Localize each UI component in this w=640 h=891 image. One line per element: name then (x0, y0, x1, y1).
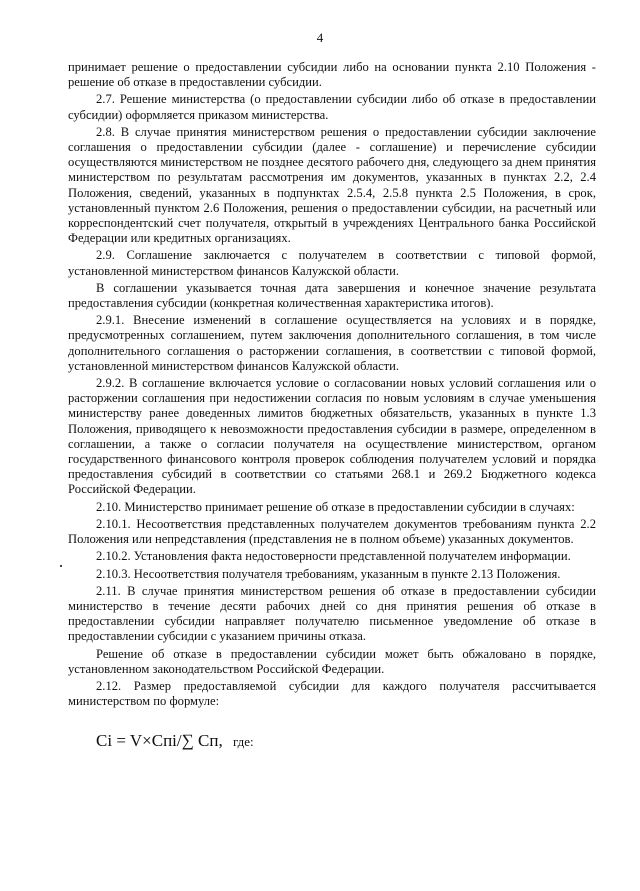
paragraph-2-11-appeal: Решение об отказе в предоставлении субсидии может быть обжаловано в порядке, установленном законодательством Российской Федерации. (68, 646, 596, 676)
paragraph-continuation: принимает решение о предоставлении субсидии либо на основании пункта 2.10 Положения - решение об отказе в предоставлении субсидии. (68, 60, 596, 90)
paragraph-2-10-2: 2.10.2. Установления факта недостоверности представленной получателем информации. (96, 549, 571, 564)
page-number: 4 (316, 30, 324, 45)
formula-lhs: Ci (96, 731, 113, 751)
formula-times: × (142, 731, 152, 751)
paragraph-2-7: 2.7. Решение министерства (о предоставлении субсидии либо об отказе в предоставлении субсидии) оформляется приказом министерства. (68, 92, 596, 122)
formula-equals: = (116, 731, 126, 751)
paragraph-2-10-3: 2.10.3. Несоответствия получателя требованиям, указанным в пункте 2.13 Положения. (96, 566, 561, 581)
formula-v: V (129, 731, 143, 751)
paragraph-2-9-date: В соглашении указывается точная дата завершения и конечное значение результата предоставления субсидии (конкретная количественная характеристика итогов). (68, 280, 596, 311)
paragraph-2-9: 2.9. Соглашение заключается с получателем в соответствии с типовой формой, установленной министерством финансов Калужской области. (68, 248, 596, 278)
formula-cp: Cп, (198, 731, 223, 751)
paragraph-2-12: 2.12. Размер предоставляемой субсидии для каждого получателя рассчитывается министерством по формуле: (68, 678, 596, 709)
formula-cpi: Cпi (151, 731, 177, 751)
formula-slash: / (176, 731, 182, 751)
paragraph-2-10-1: 2.10.1. Несоответствия представленных получателем документов требованиям пункта 2.2 Положения или непредставления (представления не в полном объеме) указанных документов. (68, 516, 596, 547)
document-body (68, 60, 596, 752)
formula-sum-sign: ∑ (181, 731, 194, 751)
paragraph-2-8: 2.8. В случае принятия министерством решения о предоставлении субсидии заключение соглашения о предоставлении субсидии (далее - соглашение) и перечисление субсидии осуществляются министерством не позднее десятого рабочего дня, следующего за днем принятия министерством по результатам рассмотрения им документов, указанных в пунктах 2.2, 2.4 Положения, сведений, указанных в подпунктах 2.5.4, 2.5.8 пункта 2.5 Положения, в срок, установленный пунктом 2.6 Положения, решения о предоставлении субсидии, на расчетный или корреспондентский счет получателя, открытый в учреждениях Центрального банка Российской Федерации или кредитных организациях. (68, 124, 596, 246)
paragraph-2-9-2: 2.9.2. В соглашение включается условие о согласовании новых условий соглашения или о расторжении соглашения при недостижении согласия по новым условиям в случае уменьшения министерству ранее доведенных лимитов бюджетных обязательств, указанных в пункте 1.3 Положения, приводящего к невозможности предоставления субсидии в размере, определенном в соглашении, а также о согласии получателя на осуществление министерством, органом государственного финансового контроля проверок соблюдения получателем условий и порядка предоставления субсидий в соответствии со статьями 268.1 и 269.2 Бюджетного кодекса Российской Федерации. (68, 376, 596, 497)
scan-speck (60, 565, 62, 567)
subsidy-formula (96, 731, 596, 752)
formula-where: где: (232, 734, 254, 750)
paragraph-2-11: 2.11. В случае принятия министерством решения об отказе в предоставлении субсидии министерство в течение десяти рабочих дней со дня принятия решения об отказе в предоставлении субсидии направляет получателю письменное уведомление об отказе в предоставлении субсидии с указанием причины отказа. (68, 583, 596, 644)
paragraph-2-10: 2.10. Министерство принимает решение об отказе в предоставлении субсидии в случаях: (96, 499, 575, 514)
paragraph-2-9-1: 2.9.1. Внесение изменений в соглашение осуществляется на условиях и в порядке, предусмотренных соглашением, путем заключения дополнительного соглашения, в том числе дополнительного соглашения о расторжении соглашения, в соответствии с типовой формой, установленной министерством финансов Калужской области. (68, 313, 596, 373)
